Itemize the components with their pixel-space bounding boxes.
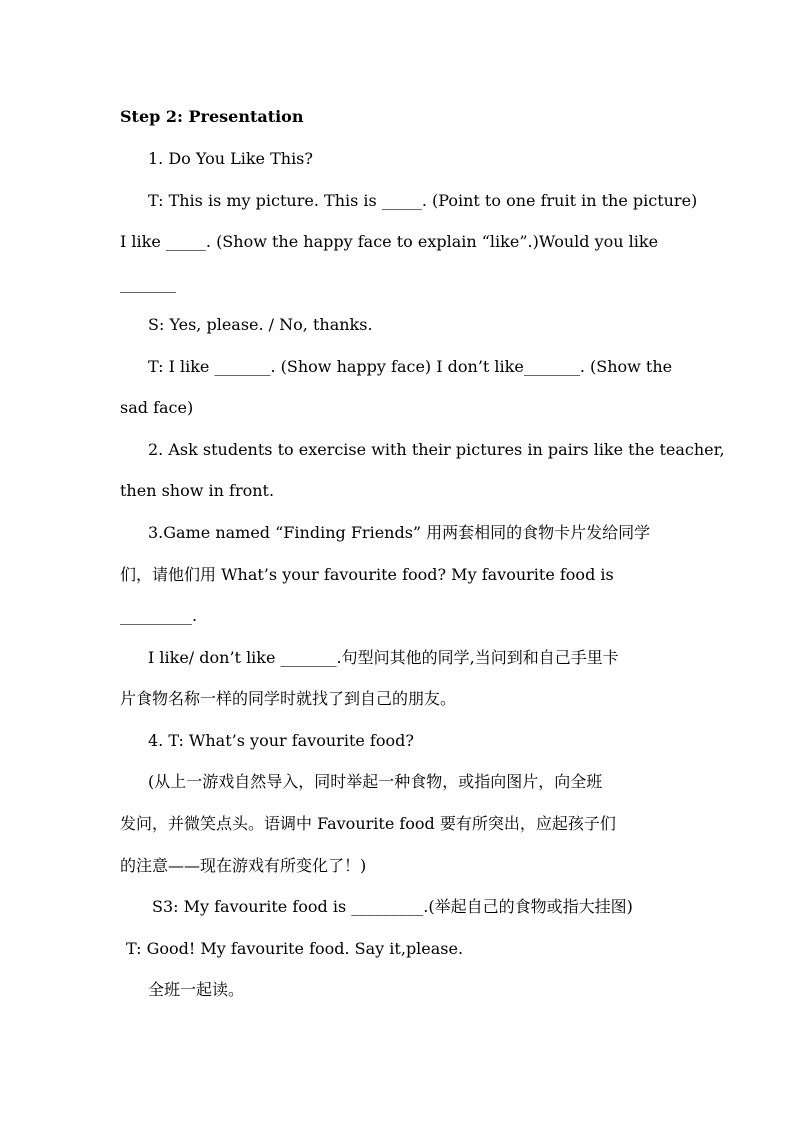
section-heading: Step 2: Presentation — [120, 107, 304, 126]
item-2-line-2: then show in front. — [120, 481, 275, 500]
teacher-line-2: I like _____. (Show the happy face to explain “like”.)Would you like — [120, 232, 659, 251]
teacher-line-1: T: This is my picture. This is _____. (Point to one fruit in the picture) — [148, 191, 698, 210]
teacher-like-line: T: I like _______. (Show happy face) I don’t like_______. (Show the — [148, 357, 673, 376]
item-4-note-2: 发问，并微笑点头。语调中 Favourite food 要有所突出，应起孩子们 — [120, 814, 616, 833]
item-3-line-5: 片食物名称一样的同学时就找了到自己的朋友。 — [120, 689, 457, 708]
item-2-line-1: 2. Ask students to exercise with their pictures in pairs like the teacher, — [148, 440, 725, 459]
item-3-line-1: 3.Game named “Finding Friends” 用两套相同的食物卡片发给同学 — [148, 523, 651, 542]
item-1-title: 1. Do You Like This? — [148, 149, 313, 168]
item-3-line-3: _________. — [120, 606, 198, 625]
item-4-note-3: 的注意——现在游戏有所变化了！) — [120, 856, 367, 875]
student-reply: S: Yes, please. / No, thanks. — [148, 315, 373, 334]
teacher-like-line-cont: sad face) — [120, 398, 194, 417]
item-4-title: 4. T: What’s your favourite food? — [148, 731, 414, 750]
student-s3-line: S3: My favourite food is _________.(举起自己的食物或指大挂图) — [152, 897, 633, 916]
item-4-note-1: (从上一游戏自然导入，同时举起一种食物，或指向图片，向全班 — [148, 772, 603, 791]
teacher-good-line: T: Good! My favourite food. Say it,please. — [126, 939, 464, 958]
class-read-line: 全班一起读。 — [148, 980, 245, 999]
item-3-line-4: I like/ don’t like _______.句型问其他的同学,当问到和自己手里卡 — [148, 648, 619, 667]
item-3-line-2: 们，请他们用 What’s your favourite food? My favourite food is — [120, 565, 614, 584]
teacher-line-3: _______ — [120, 274, 176, 293]
